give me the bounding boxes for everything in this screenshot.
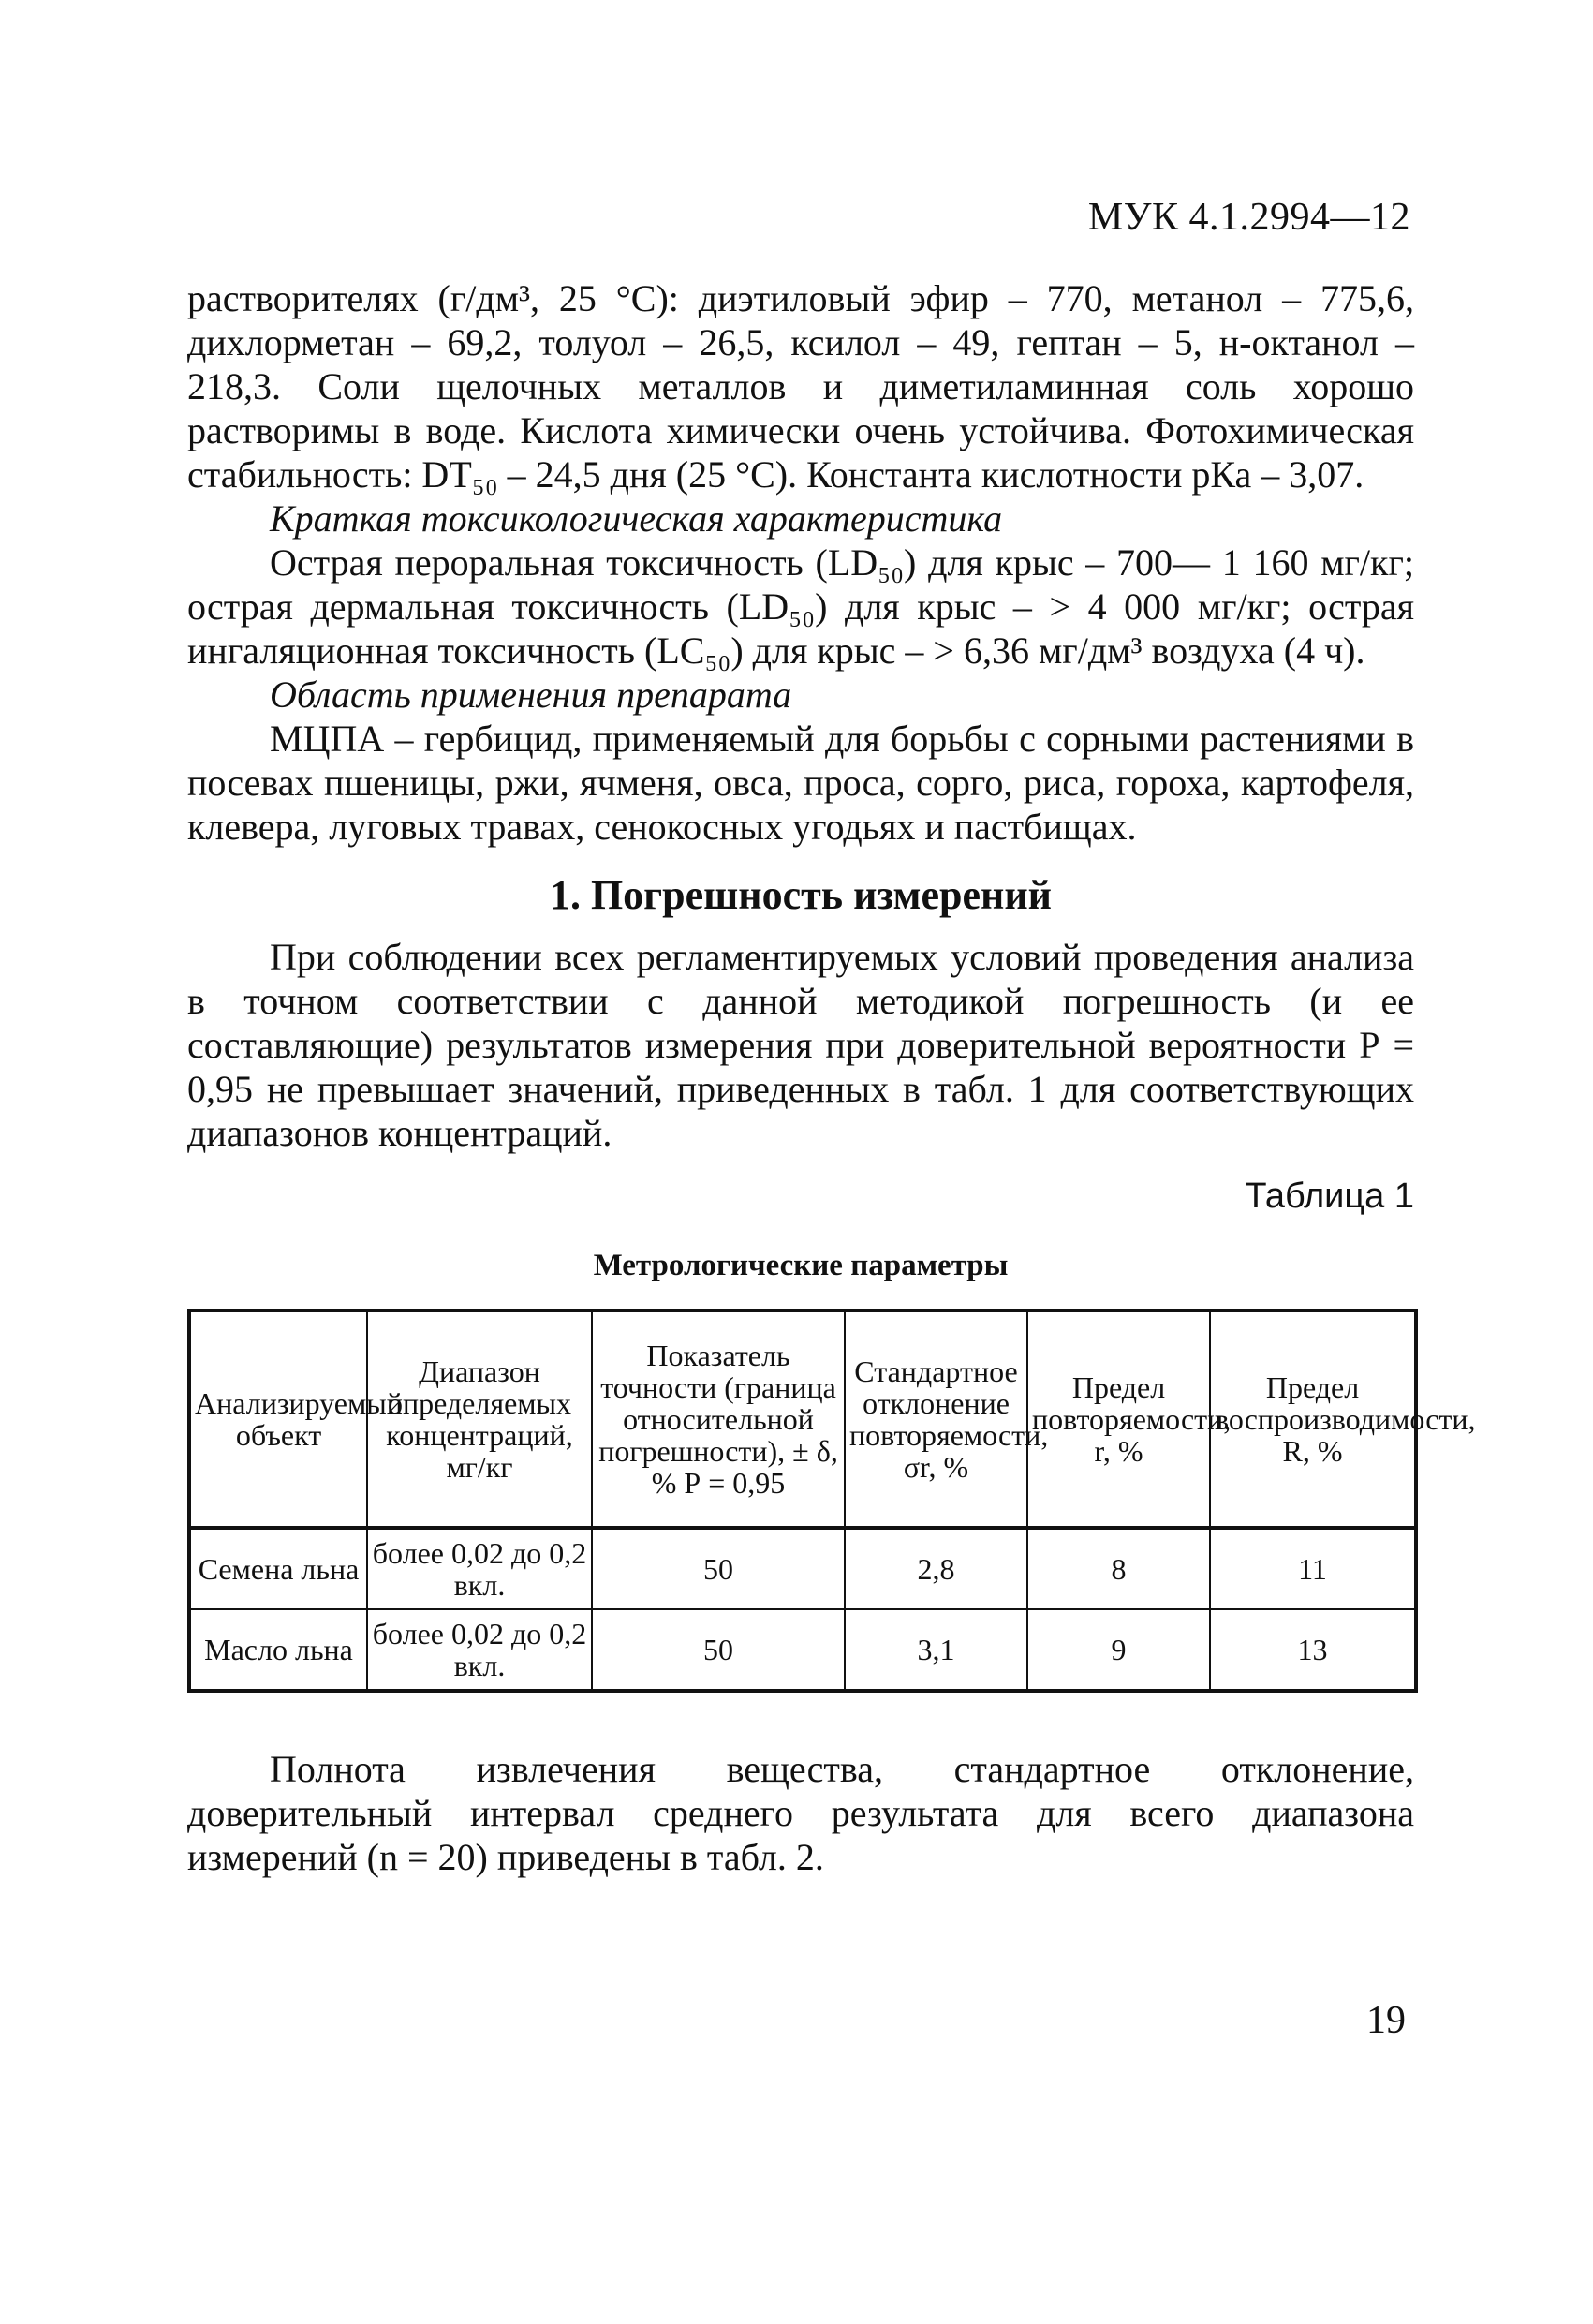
header-accuracy: Показатель точности (граница относительной погрешности), ± δ, % Р = 0,95 bbox=[592, 1310, 845, 1528]
toxicology-paragraph: Острая пероральная токсичность (LD₅₀) для крыс – 700— 1 160 мг/кг; острая дермальная токсичность (LD₅₀) для крыс – > 4 000 мг/кг; острая ингаляционная токсичность (LC₅₀) для крыс – > 6,36 мг/дм³ воздуха (4 ч). bbox=[187, 541, 1414, 672]
header-std-deviation: Стандартное отклонение повторяемости, σr, % bbox=[845, 1310, 1027, 1528]
table-label: Таблица 1 bbox=[1245, 1177, 1414, 1216]
table-header-row bbox=[189, 1310, 1416, 1528]
page-content bbox=[187, 276, 1476, 1879]
cell-repeatability: 8 bbox=[1027, 1528, 1210, 1609]
cell-range: более 0,02 до 0,2 вкл. bbox=[367, 1528, 592, 1609]
section-title: 1. Погрешность измерений bbox=[549, 872, 1053, 918]
intro-paragraph: растворителях (г/дм³, 25 °С): диэтиловый эфир – 770, метанол – 775,6, дихлорметан – 69,2, толуол – 26,5, ксилол – 49, гептан – 5, н-октанол – 218,3. Соли щелочных металлов и диметиламинная соль хорошо растворимы в воде. Кислота химически очень устойчива. Фотохимическая стабильность: DT₅₀ – 24,5 дня (25 °С). Константа кислотности рКа – 3,07. bbox=[187, 277, 1414, 496]
cell-reproducibility: 13 bbox=[1210, 1609, 1416, 1691]
cell-range: более 0,02 до 0,2 вкл. bbox=[367, 1609, 592, 1691]
table-row bbox=[189, 1528, 1416, 1609]
header-object: Анализируемый объект bbox=[189, 1310, 367, 1528]
toxicology-heading: Краткая токсикологическая характеристика bbox=[270, 497, 1003, 540]
cell-std-deviation: 3,1 bbox=[845, 1609, 1027, 1691]
application-heading: Область применения препарата bbox=[270, 674, 792, 716]
cell-object: Семена льна bbox=[189, 1528, 367, 1609]
header-reproducibility: Предел воспроизводимости, R, % bbox=[1210, 1310, 1416, 1528]
metrology-table bbox=[187, 1309, 1476, 1693]
cell-accuracy: 50 bbox=[592, 1609, 845, 1691]
cell-object: Масло льна bbox=[189, 1609, 367, 1691]
document-code: МУК 4.1.2994—12 bbox=[1087, 196, 1410, 239]
header-range: Диапазон определяемых концентраций, мг/кг bbox=[367, 1310, 592, 1528]
application-paragraph: МЦПА – гербицид, применяемый для борьбы с сорными растениями в посевах пшеницы, ржи, ячменя, овса, проса, сорго, риса, гороха, картофеля, клевера, луговых травах, сенокосных угодьях и пастбищах. bbox=[187, 718, 1414, 848]
cell-repeatability: 9 bbox=[1027, 1609, 1210, 1691]
section-paragraph: При соблюдении всех регламентируемых условий проведения анализа в точном соответствии с данной методикой погрешность (и ее составляющие) результатов измерения при доверительной вероятности Р = 0,95 не превышает значений, приведенных в табл. 1 для соответствующих диапазонов концентраций. bbox=[187, 936, 1414, 1154]
cell-std-deviation: 2,8 bbox=[845, 1528, 1027, 1609]
cell-accuracy: 50 bbox=[592, 1528, 845, 1609]
table-row bbox=[189, 1609, 1416, 1691]
table-caption: Метрологические параметры bbox=[593, 1249, 1009, 1282]
cell-reproducibility: 11 bbox=[1210, 1528, 1416, 1609]
page-number: 19 bbox=[1366, 1999, 1406, 2042]
header-repeatability: Предел повторяемости, r, % bbox=[1027, 1310, 1210, 1528]
closing-paragraph: Полнота извлечения вещества, стандартное отклонение, доверительный интервал среднего результата для всего диапазона измерений (n = 20) приведены в табл. 2. bbox=[187, 1748, 1414, 1878]
